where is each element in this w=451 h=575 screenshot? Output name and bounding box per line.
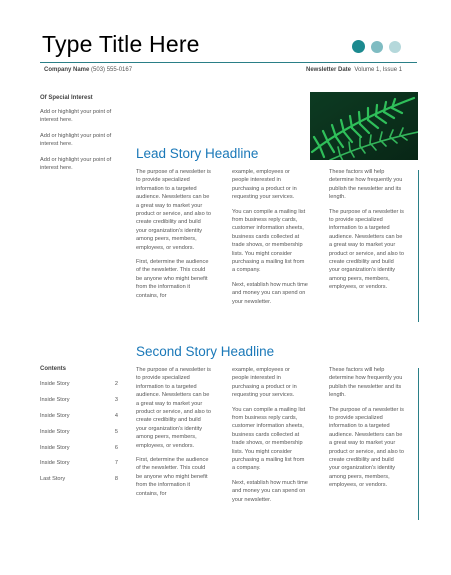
paragraph: The purpose of a newsletter is to provide specialized information to a targeted audience. Newsletters can be a great way to market your product or service, and also to create credibility and build your organization's identity among peers, members, employees, or vendors. [136,169,211,251]
decorative-dot-dark [352,40,365,53]
fern-image-icon [310,92,418,160]
paragraph: The purpose of a newsletter is to provide specialized information to a targeted audience. Newsletters can be a great way to market your product or service, and also to create credibility and build your organization's identity among peers, members, employees, or vendors. [329,406,404,489]
header-rule [40,62,417,63]
contents-item-page: 4 [114,413,118,419]
contents-item[interactable] [40,445,118,451]
contents-item[interactable] [40,413,118,419]
decorative-dot-light [389,41,401,53]
decorative-dot-medium [371,41,383,53]
newsletter-title[interactable]: Type Title Here [42,31,200,57]
lead-story-column-2[interactable] [232,168,308,312]
contents-item-page: 6 [114,445,118,451]
paragraph: Next, establish how much time and money you can spend on your newsletter. [232,479,308,503]
date-label: Newsletter Date [306,67,352,73]
paragraph: The purpose of a newsletter is to provide specialized information to a targeted audience. Newsletters can be a great way to market your product or service, and also to create credibility and build your organization's identity among peers, members, employees, or vendors. [136,367,211,449]
issue-number[interactable]: Volume 1, Issue 1 [354,67,403,73]
paragraph: You can compile a mailing list from business reply cards, customer information sheets, business cards collected at trade shows, or membership lists. You might consider purchasing a mailing list from a company. [232,406,306,472]
contents-item[interactable] [40,381,118,387]
paragraph: These factors will help determine how frequently you publish the newsletter and its length. [329,169,403,201]
contents-item-label: Inside Story [40,397,70,403]
highlight-item[interactable]: Add or highlight your point of interest here. [40,133,112,148]
contents-item-page: 3 [114,397,118,403]
company-phone[interactable]: (503) 555-0167 [91,67,133,73]
contents-item[interactable] [40,460,118,466]
contents-item-label: Last Story [40,476,66,482]
highlight-item[interactable]: Add or highlight your point of interest here. [40,157,112,172]
special-interest-title: Of Special Interest [40,95,93,101]
second-story-column-2[interactable] [232,366,308,510]
contents-item[interactable] [40,397,118,403]
paragraph: You can compile a mailing list from business reply cards, customer information sheets, business cards collected at trade shows, or membership lists. You might consider purchasing a mailing list from a company. [232,208,306,274]
contents-item[interactable] [40,476,118,482]
paragraph: The purpose of a newsletter is to provide specialized information to a targeted audience. Newsletters can be a great way to market your product or service, and also to create credibility and build your organization's identity among peers, members, employees, or vendors. [329,208,404,291]
lead-story-column-3[interactable] [329,168,405,298]
paragraph: example, employees or people interested in purchasing a product or in requesting your services. [232,367,297,399]
lead-story-column-rule [418,170,419,322]
contents-item-page: 5 [114,429,118,435]
contents-item-page: 2 [114,381,118,387]
highlight-item[interactable]: Add or highlight your point of interest here. [40,109,112,124]
second-story-column-1[interactable] [136,366,212,504]
date-line [306,67,402,73]
paragraph: First, determine the audience of the newsletter. This could be anyone who might benefit from the information it contains, for [136,259,209,299]
contents-item-label: Inside Story [40,381,70,387]
contents-item-page: 7 [114,460,118,466]
company-label: Company Name [44,67,90,73]
second-story-headline[interactable]: Second Story Headline [136,344,275,359]
contents-item-label: Inside Story [40,413,70,419]
paragraph: These factors will help determine how frequently you publish the newsletter and its length. [329,367,403,399]
contents-title: Contents [40,366,66,372]
paragraph: Next, establish how much time and money you can spend on your newsletter. [232,281,308,305]
second-story-column-3[interactable] [329,366,405,496]
fern-photo[interactable] [310,92,418,160]
contents-item-label: Inside Story [40,429,70,435]
lead-story-column-1[interactable] [136,168,212,306]
contents-item[interactable] [40,429,118,435]
paragraph: First, determine the audience of the newsletter. This could be anyone who might benefit from the information it contains, for [136,457,209,497]
contents-item-page: 8 [114,476,118,482]
company-line [44,67,132,73]
second-story-column-rule [418,368,419,520]
contents-item-label: Inside Story [40,460,70,466]
lead-story-headline[interactable]: Lead Story Headline [136,146,259,161]
paragraph: example, employees or people interested in purchasing a product or in requesting your services. [232,169,297,201]
contents-item-label: Inside Story [40,445,70,451]
